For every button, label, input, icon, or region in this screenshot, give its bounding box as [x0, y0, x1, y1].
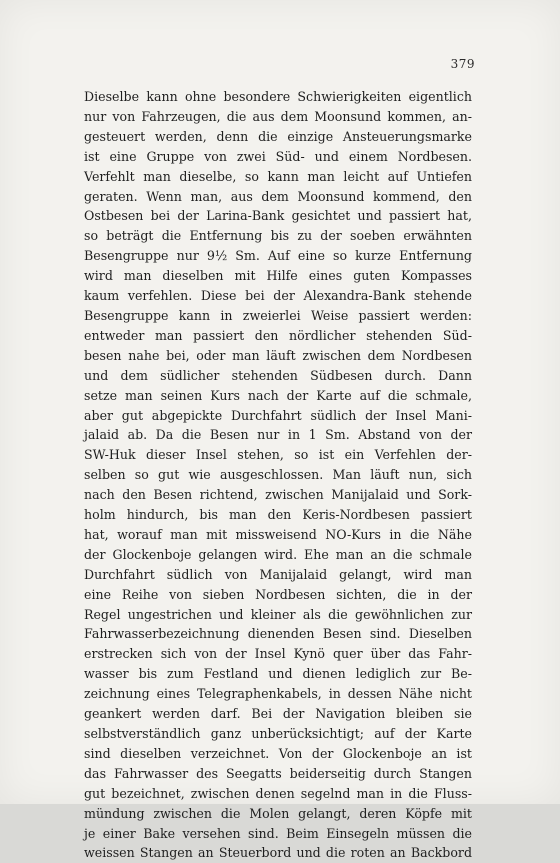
text-line: erstrecken sich von der Insel Kynö quer über das Fahr-	[84, 646, 472, 662]
text-line: weissen Stangen an Steuerbord und die roten an Backbord	[84, 845, 472, 861]
text-line: der Glockenboje gelangen wird. Ehe man an die schmale	[84, 546, 472, 562]
text-line: Besengruppe kann in zweierlei Weise passiert werden:	[84, 307, 472, 323]
text-line: entweder man passiert den nördlicher stehenden Süd-	[84, 327, 472, 343]
text-line: Besengruppe nur 9½ Sm. Auf eine so kurze Entfernung	[84, 248, 472, 264]
text-line: Verfehlt man dieselbe, so kann man leicht auf Untiefen	[84, 168, 472, 184]
text-line: Fahrwasserbezeichnung dienenden Besen sind. Dieselben	[84, 626, 472, 642]
text-line: besen nahe bei, oder man läuft zwischen dem Nordbesen	[84, 347, 472, 363]
text-line: geraten. Wenn man, aus dem Moonsund kommend, den	[84, 188, 472, 204]
text-line: aber gut abgepickte Durchfahrt südlich der Insel Mani-	[84, 407, 472, 423]
text-line: eine Reihe von sieben Nordbesen sichten, die in der	[84, 586, 472, 602]
text-line: Regel ungestrichen und kleiner als die gewöhnlichen zur	[84, 606, 472, 622]
text-line: Durchfahrt südlich von Manijalaid gelangt, wird man	[84, 566, 472, 582]
text-line: je einer Bake versehen sind. Beim Einsegeln müssen die	[84, 825, 472, 841]
text-line: nur von Fahrzeugen, die aus dem Moonsund kommen, an-	[84, 108, 472, 124]
body-text	[84, 87, 472, 863]
text-line: mündung zwischen die Molen gelangt, deren Köpfe mit	[84, 805, 472, 821]
text-line: wasser bis zum Festland und dienen lediglich zur Be-	[84, 666, 472, 682]
text-line: und dem südlicher stehenden Südbesen durch. Dann	[84, 367, 472, 383]
text-line: ist eine Gruppe von zwei Süd- und einem Nordbesen.	[84, 148, 472, 164]
text-line: setze man seinen Kurs nach der Karte auf die schmale,	[84, 387, 472, 403]
text-line: jalaid ab. Da die Besen nur in 1 Sm. Abstand von der	[84, 427, 472, 443]
page-number: 379	[450, 57, 475, 71]
text-line: SW-Huk dieser Insel stehen, so ist ein Verfehlen der-	[84, 447, 472, 463]
text-line: wird man dieselben mit Hilfe eines guten Kompasses	[84, 268, 472, 284]
text-line: selbstverständlich ganz unberücksichtigt; auf der Karte	[84, 726, 472, 741]
text-line: Dieselbe kann ohne besondere Schwierigkeiten eigentlich	[84, 89, 472, 104]
text-line: sind dieselben verzeichnet. Von der Glockenboje an ist	[84, 745, 472, 761]
text-line: das Fahrwasser des Seegatts beiderseitig durch Stangen	[84, 765, 472, 781]
text-line: holm hindurch, bis man den Keris-Nordbesen passiert	[84, 507, 472, 523]
text-line: geankert werden darf. Bei der Navigation bleiben sie	[84, 706, 472, 722]
text-line: hat, worauf man mit missweisend NO-Kurs in die Nähe	[84, 526, 472, 542]
text-line: selben so gut wie ausgeschlossen. Man läuft nun, sich	[84, 467, 472, 483]
text-line: gesteuert werden, denn die einzige Ansteuerungsmarke	[84, 128, 472, 144]
text-line: zeichnung eines Telegraphenkabels, in dessen Nähe nicht	[84, 686, 472, 702]
text-line: Ostbesen bei der Larina-Bank gesichtet und passiert hat,	[84, 208, 472, 224]
text-line: so beträgt die Entfernung bis zu der soeben erwähnten	[84, 228, 472, 244]
text-line: nach den Besen richtend, zwischen Manijalaid und Sork-	[84, 487, 472, 503]
text-line: gut bezeichnet, zwischen denen segelnd man in die Fluss-	[84, 785, 472, 801]
text-line: kaum verfehlen. Diese bei der Alexandra-Bank stehende	[84, 288, 472, 304]
